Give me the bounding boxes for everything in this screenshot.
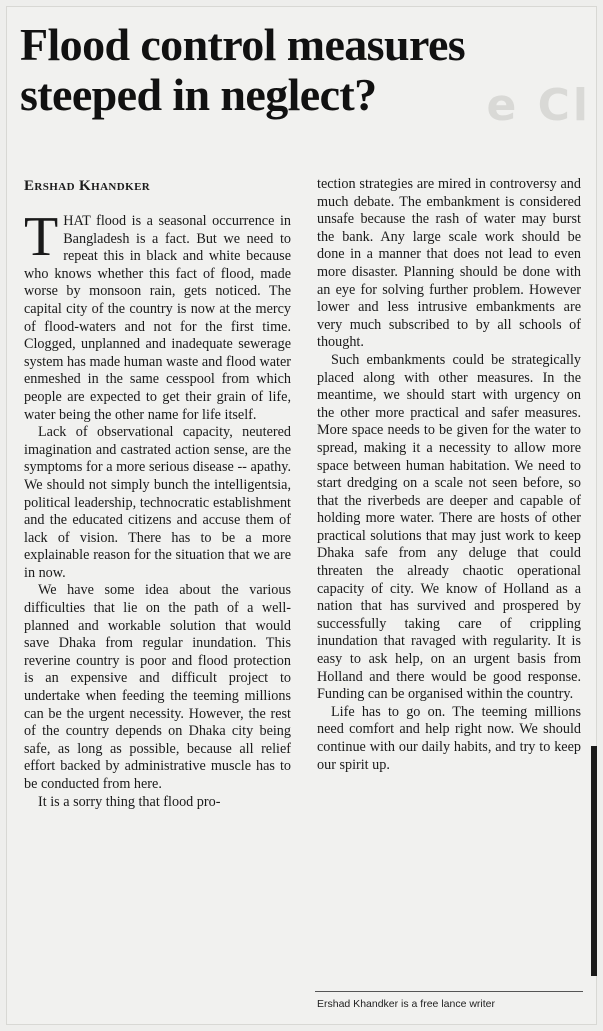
adjacent-column-edge [591,746,597,976]
paragraph-3: We have some idea about the various difficulties that lie on the path of a well-planned and workable solution that would save Dhaka from regular inundation. This reverine country is poor and flood protection is an expensive and difficult project to undertake when feeding the teeming millions can be the urgent necessity. However, the rest of the country depends on Dhaka city being safe, as long as possible, because all relief effort backed by administrative muscle has to be conducted from here. [24,582,291,792]
newspaper-clipping [6,6,597,1025]
paragraph-5: Such embankments could be strategically placed along with other measures. In the meantime, we should start with urgency on the other more practical and safer measures. More space needs to be given for the water to spread, making it a necessity to allow more space between human habitation. We need to start dredging on a scale not seen before, so that the riverbeds are deeper and capable of holding more water. There are hosts of other practical solutions that may just work to keep Dhaka safe from any deluge that could threaten the already chaotic operational capacity of city. We know of Holland as a nation that has survived and prospered by successfully taking care of crippling inundation that ravaged with regularity. It is easy to ask help, on an urgent basis from Holland and there would be good response. Funding can be organised within the country. [317,351,581,703]
paragraph-1-text: HAT flood is a seasonal occurrence in Bangladesh is a fact. But we need to repeat this in black and white because who knows whether this fact of flood, made worse by monsoon rain, gets noticed. The capital city of the country is now at the mercy of flood-waters and not for the first time. Clogged, unplanned and inadequate sewerage system has made human waste and flood water enmeshed in the same cesspool from which people are expected to get their grain of life, water being the other name for life itself. [24,213,291,423]
headline: Flood control measures steeped in neglect? [20,19,466,120]
byline: Ershad Khandker [24,178,151,194]
paragraph-4: It is a sorry thing that flood pro- [38,793,221,810]
credit-divider [315,991,583,992]
paragraph-6: Life has to go on. The teeming millions need comfort and help right now. We should continue with our daily habits, and try to keep our spirit up. [317,703,581,773]
paragraph-1 [24,213,291,424]
author-credit: Ershad Khandker is a free lance writer [317,998,496,1010]
article-column-1 [24,213,291,1013]
paragraph-4-continued: tection strategies are mired in controversy and much debate. The embankment is considered unsafe because the rash of water may burst the bank. Any large scale work should be done in a manner that does not lead to even more disaster. Planning should be done with an eye for solving further problem. However lower and less intrusive embankments are very much subscribed to by all schools of thought. [317,176,581,351]
paragraph-2: Lack of observational capacity, neutered imagination and castrated action sense, are the symptoms for a more serious disease -- apathy. We should not simply bunch the intelligentsia, political leadership, technocratic establishment and the educated citizens and accuse them of lack of vision. There has to be a more explainable reason for the situation that we are in now. [24,424,291,581]
drop-cap: T [24,213,59,268]
article-column-2 [317,176,581,976]
adjacent-headline-bleed: e Cl [486,80,591,131]
